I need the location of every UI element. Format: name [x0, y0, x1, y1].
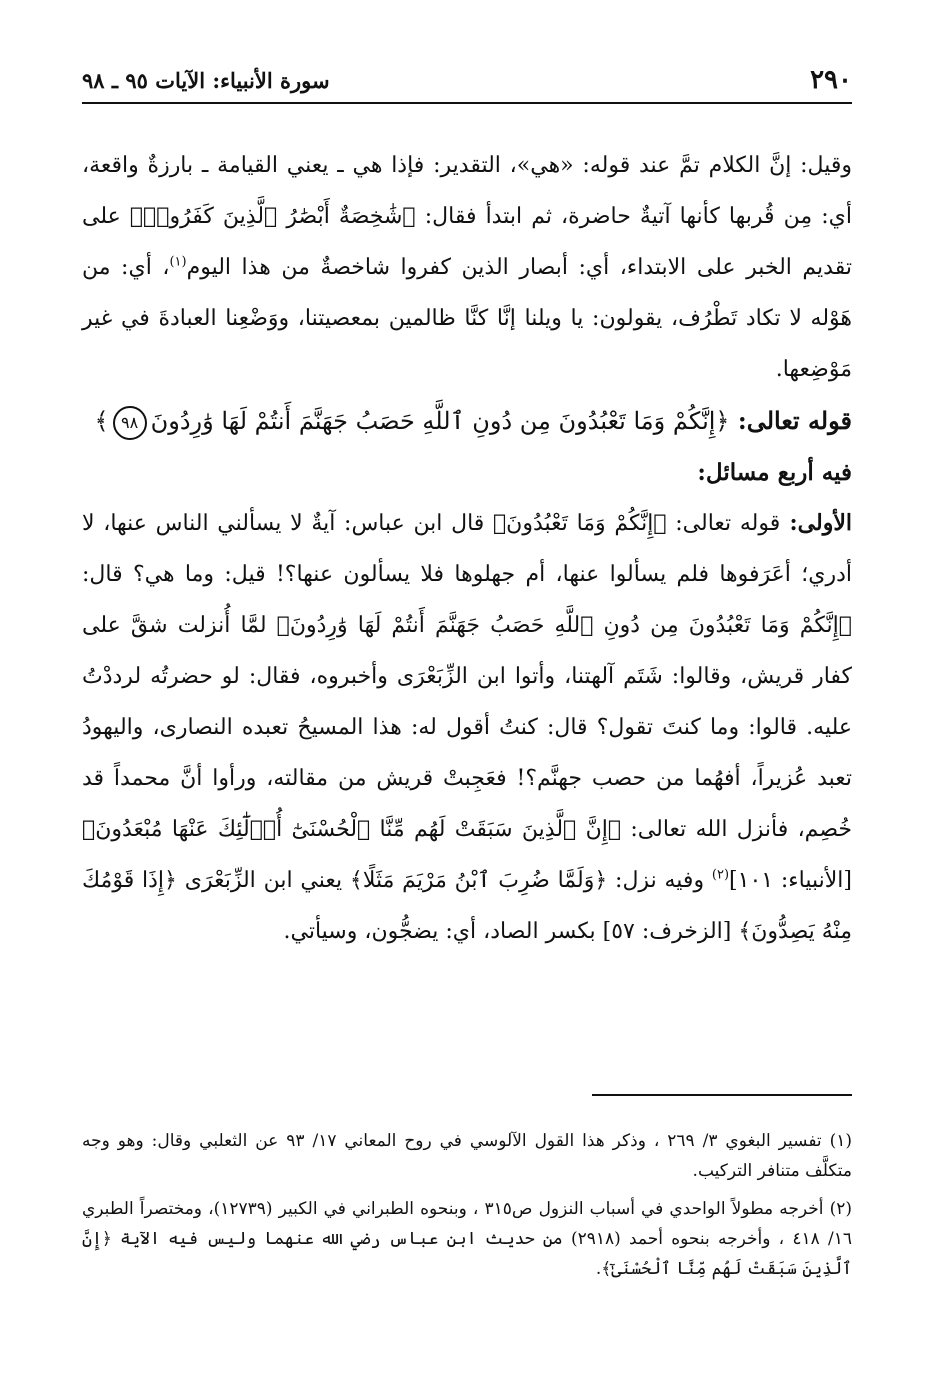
- footnote-2: (٢) أخرجه مطولاً الواحدي في أسباب النزول ص٣١٥ ، وبنحوه الطبراني في الكبير (١٢٧٣٩)، ومختصراً الطبري ١٦/ ٤١٨ ، وأخرجه بنحوه أحمد (٢٩١٨) من حديث ابن عباس رضي الله عنهما وليس فيه الآية ﴿إِنَّ ٱلَّذِينَ سَبَقَتْ لَهُم مِّنَّا ٱلْحُسْنَىٰٓ﴾.: [82, 1199, 853, 1279]
- ayah-number-marker: ٩٨: [113, 406, 147, 440]
- para2-lead: الأولى:: [780, 510, 853, 536]
- verse-reference: [الزخرف: ٥٧]: [602, 919, 739, 944]
- para1-text-a: على تقديم الخبر على الابتداء، أي: أبصار الذين كفروا شاخصةٌ من هذا اليوم: [82, 204, 852, 280]
- footnote-divider: [592, 1094, 852, 1096]
- verse-close-bracket: ﴾: [94, 407, 109, 435]
- footnotes: [82, 1126, 852, 1292]
- para1-text-b: ، أي: من هَوْله لا تكاد تَطْرُف، يقولون: يا ويلنا إنَّا كنَّا ظالمين بمعصيتنا، ووَضْعِنا العبادةَ في غير مَوْضِعها.: [82, 255, 852, 382]
- para2-text-6: بكسر الصاد، أي: يضجُّون، وسيأتي.: [283, 919, 603, 944]
- quran-quote: ﴿شَٰخِصَةٌ أَبْصَٰرُ ٱلَّذِينَ كَفَرُوا۟﴾: [129, 204, 416, 229]
- page-header: [82, 58, 852, 104]
- para1-intro: وقيل: إنَّ الكلام تمَّ عند قوله: «هي»، التقدير: فإذا هي ـ يعني القيامة ـ بارزةٌ واقعة، أي: مِن قُربها كأنها آتيةٌ حاضرة، ثم ابتدأ فقال:: [82, 153, 853, 229]
- running-title: سورة الأنبياء: الآيات ٩٥ ـ ٩٨: [82, 67, 330, 93]
- paragraph-1: [82, 140, 852, 395]
- verse-text: ﴿إِنَّكُمْ وَمَا تَعْبُدُونَ مِن دُونِ ٱللَّهِ حَصَبُ جَهَنَّمَ أَنتُمْ لَهَا وَٰرِدُونَ: [150, 407, 730, 435]
- footnote-marker-2: (٢): [711, 867, 730, 883]
- quran-quote: ﴿إِذَا قَوْمُكَ مِنْهُ يَصِدُّونَ﴾: [82, 868, 852, 944]
- paragraph-2: [82, 498, 852, 957]
- quran-quote: ﴿إِنَّكُمْ وَمَا تَعْبُدُونَ﴾: [492, 511, 667, 536]
- quran-quote: ﴿إِنَّ ٱلَّذِينَ سَبَقَتْ لَهُم مِّنَّا ٱلْحُسْنَىٰٓ أُو۟لَٰٓئِكَ عَنْهَا مُبْعَدُونَ﴾: [82, 817, 622, 842]
- page-number: ٢٩٠: [810, 65, 852, 95]
- verse-heading: [82, 395, 852, 447]
- para2-text-5: يعني ابن الزِّبَعْرَى: [176, 868, 350, 893]
- para2-text-2: قال ابن عباس: آيةٌ لا يسألني الناس عنها، لا أدري؛ أعَرَفوها فلم يسألوا عنها، أم جهلوها فلا يسألون عنها؟! قيل: وما هي؟ قال:: [82, 511, 852, 587]
- para2-text-4: وفيه نزل:: [607, 868, 712, 893]
- footnote-1: (١) تفسير البغوي ٣/ ٢٦٩ ، وذكر هذا القول الآلوسي في روح المعاني ١٧/ ٩٣ عن الثعلبي وقال: وهو وجه متكلَّف متنافر التركيب.: [82, 1131, 852, 1181]
- masail-heading: فيه أربع مسائل:: [697, 459, 852, 486]
- para2-text-3: لمَّا أُنزلت شقَّ على كفار قريش، وقالوا: شَتَم آلهتنا، وأتوا ابن الزِّبَعْرَى وأخبروه، فقال: لو حضرتُه لرددْتُ عليه. قالوا: وما كنتَ تقول؟ قال: كنتُ أقول له: هذا المسيحُ تعبده النصارى، واليهودُ تعبد عُزيراً، أفهُما من حصب جهنَّم؟! فعَجِبتْ قريش من مقالته، ورأوا أنَّ محمداً قد خُصِم، فأنزل الله تعالى:: [82, 613, 853, 842]
- main-text: [82, 140, 852, 957]
- quran-quote: ﴿وَلَمَّا ضُرِبَ ٱبْنُ مَرْيَمَ مَثَلًا﴾: [349, 868, 608, 893]
- quran-quote: ﴿إِنَّكُمْ وَمَا تَعْبُدُونَ مِن دُونِ ٱللَّهِ حَصَبُ جَهَنَّمَ أَنتُمْ لَهَا وَٰرِدُونَ﴾: [276, 613, 852, 638]
- verse-label: قوله تعالى:: [729, 406, 852, 435]
- para2-text-1: قوله تعالى:: [666, 511, 781, 536]
- footnote-marker-1: (١): [169, 254, 187, 270]
- verse-reference: [الأنبياء: ١٠١]: [729, 868, 852, 893]
